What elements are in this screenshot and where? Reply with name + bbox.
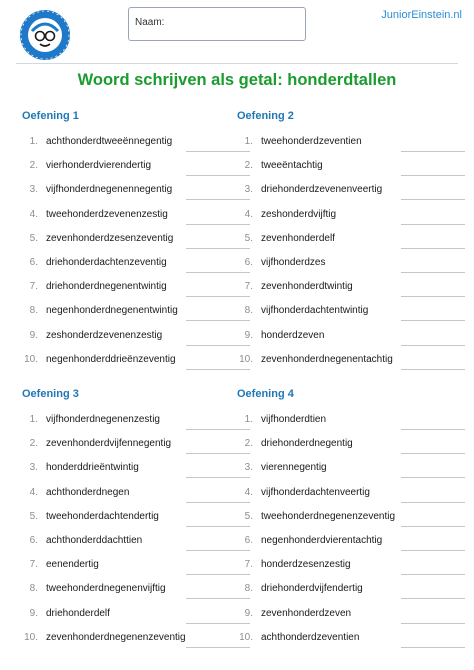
item-number: 10. bbox=[239, 631, 253, 643]
item-number: 7. bbox=[244, 281, 253, 293]
number-word: zevenhonderdzeven bbox=[261, 607, 352, 619]
exercise-item bbox=[237, 579, 442, 603]
number-word: zevenhonderdelf bbox=[261, 232, 335, 244]
brand-link[interactable]: JuniorEinstein.nl bbox=[381, 9, 462, 21]
item-number: 9. bbox=[29, 329, 38, 341]
item-number: 10. bbox=[24, 631, 38, 643]
number-word: vierhonderdvierendertig bbox=[46, 160, 152, 172]
number-word: tweehonderdnegenenzeventig bbox=[261, 510, 395, 522]
exercise-item bbox=[237, 326, 442, 350]
number-word: negenhonderddrieënzeventig bbox=[46, 353, 176, 365]
answer-line[interactable] bbox=[401, 477, 465, 478]
number-word: vijfhonderdachtentwintig bbox=[261, 305, 369, 317]
item-number: 2. bbox=[244, 438, 253, 450]
item-number: 5. bbox=[244, 510, 253, 522]
number-word: tweehonderdzeventien bbox=[261, 136, 362, 147]
item-number: 4. bbox=[244, 208, 253, 220]
exercise-item bbox=[237, 555, 442, 579]
exercise-item bbox=[237, 458, 442, 482]
item-number: 6. bbox=[29, 257, 38, 268]
number-word: honderdzesenzestig bbox=[261, 559, 351, 571]
number-word: vijfhonderdachtenveertig bbox=[261, 486, 370, 498]
number-word: achthonderdzeventien bbox=[261, 631, 360, 643]
exercise-item bbox=[237, 628, 442, 652]
answer-line[interactable] bbox=[401, 574, 465, 575]
number-word: zevenhonderdnegenentachtig bbox=[261, 353, 393, 365]
header-divider bbox=[16, 63, 458, 64]
item-number: 3. bbox=[244, 462, 253, 474]
number-word: driehonderdelf bbox=[46, 607, 110, 619]
number-word: zevenhonderdvijfennegentig bbox=[46, 438, 172, 450]
exercise-item bbox=[22, 531, 227, 555]
item-number: 2. bbox=[244, 160, 253, 172]
exercise-item bbox=[22, 132, 227, 156]
answer-line[interactable] bbox=[401, 550, 465, 551]
exercise-item bbox=[237, 277, 442, 301]
exercise-item bbox=[237, 156, 442, 180]
exercise-item bbox=[22, 277, 227, 301]
exercise-title: Oefening 4 bbox=[237, 388, 294, 400]
number-word: vierennegentig bbox=[261, 462, 327, 474]
exercise-item bbox=[22, 326, 227, 350]
answer-line[interactable] bbox=[401, 647, 465, 648]
exercise-item bbox=[22, 301, 227, 325]
exercise-item bbox=[237, 205, 442, 229]
item-number: 10. bbox=[24, 353, 38, 365]
item-number: 7. bbox=[29, 559, 38, 571]
item-number: 2. bbox=[29, 160, 38, 172]
number-word: driehonderdvijfendertig bbox=[261, 583, 363, 595]
number-word: tweehonderdzevenenzestig bbox=[46, 208, 168, 220]
item-number: 4. bbox=[244, 486, 253, 498]
item-number: 6. bbox=[244, 257, 253, 268]
number-word: negenhonderdvierentachtig bbox=[261, 535, 383, 546]
exercise-title: Oefening 2 bbox=[237, 110, 294, 122]
exercise-item bbox=[237, 434, 442, 458]
item-number: 2. bbox=[29, 438, 38, 450]
number-word: achthonderdtweeënnegentig bbox=[46, 136, 173, 147]
exercise-item bbox=[237, 301, 442, 325]
number-word: honderddrieëntwintig bbox=[46, 462, 139, 474]
exercise-block bbox=[22, 110, 227, 374]
answer-line[interactable] bbox=[401, 623, 465, 624]
exercise-item bbox=[237, 483, 442, 507]
number-word: vijfhonderdtien bbox=[261, 414, 327, 425]
answer-line[interactable] bbox=[401, 453, 465, 454]
answer-line[interactable] bbox=[401, 369, 465, 370]
item-number: 4. bbox=[29, 486, 38, 498]
exercise-item bbox=[237, 253, 442, 277]
exercise-item bbox=[22, 483, 227, 507]
exercise-block bbox=[237, 110, 442, 374]
number-word: tweehonderdachtendertig bbox=[46, 510, 159, 522]
number-word: driehonderdzevenenveertig bbox=[261, 184, 383, 196]
answer-line[interactable] bbox=[401, 345, 465, 346]
exercise-item bbox=[22, 205, 227, 229]
exercise-item bbox=[22, 434, 227, 458]
exercise-item bbox=[22, 579, 227, 603]
exercise-block bbox=[237, 388, 442, 652]
exercise-item bbox=[22, 458, 227, 482]
answer-line[interactable] bbox=[401, 175, 465, 176]
item-number: 8. bbox=[29, 305, 38, 317]
item-number: 6. bbox=[29, 535, 38, 546]
number-word: driehonderdnegentig bbox=[261, 438, 353, 450]
exercise-item bbox=[237, 604, 442, 628]
item-number: 3. bbox=[29, 462, 38, 474]
exercise-title: Oefening 3 bbox=[22, 388, 79, 400]
exercise-item bbox=[22, 253, 227, 277]
number-word: vijfhonderdzes bbox=[261, 257, 326, 268]
exercise-item bbox=[22, 229, 227, 253]
item-number: 1. bbox=[244, 136, 253, 147]
item-number: 7. bbox=[29, 281, 38, 293]
item-number: 3. bbox=[244, 184, 253, 196]
answer-line[interactable] bbox=[401, 502, 465, 503]
exercise-item bbox=[22, 156, 227, 180]
number-word: zevenhonderdzesenzeventig bbox=[46, 232, 174, 244]
number-word: zevenhonderdtwintig bbox=[261, 281, 353, 293]
answer-line[interactable] bbox=[401, 320, 465, 321]
answer-line[interactable] bbox=[401, 151, 465, 152]
item-number: 9. bbox=[244, 329, 253, 341]
number-word: tweeëntachtig bbox=[261, 160, 323, 172]
item-number: 6. bbox=[244, 535, 253, 546]
number-word: zevenhonderdnegenenzeventig bbox=[46, 631, 186, 643]
answer-line[interactable] bbox=[401, 429, 465, 430]
answer-line[interactable] bbox=[401, 248, 465, 249]
exercise-item bbox=[22, 507, 227, 531]
item-number: 1. bbox=[29, 414, 38, 425]
item-number: 7. bbox=[244, 559, 253, 571]
item-number: 5. bbox=[29, 232, 38, 244]
exercise-item bbox=[22, 604, 227, 628]
exercise-item bbox=[237, 507, 442, 531]
exercise-item bbox=[22, 628, 227, 652]
number-word: achthonderddachttien bbox=[46, 535, 143, 546]
item-number: 4. bbox=[29, 208, 38, 220]
number-word: zeshonderdzevenenzestig bbox=[46, 329, 163, 341]
answer-line[interactable] bbox=[401, 224, 465, 225]
name-field[interactable] bbox=[128, 7, 306, 41]
item-number: 8. bbox=[244, 305, 253, 317]
number-word: driehonderdachtenzeventig bbox=[46, 257, 167, 268]
exercise-item bbox=[237, 180, 442, 204]
number-word: vijfhonderdnegenennegentig bbox=[46, 184, 173, 196]
exercise-item bbox=[237, 531, 442, 555]
exercise-item bbox=[237, 132, 442, 156]
number-word: honderdzeven bbox=[261, 329, 325, 341]
exercise-item bbox=[22, 555, 227, 579]
junior-einstein-logo bbox=[19, 9, 71, 61]
item-number: 1. bbox=[29, 136, 38, 147]
exercise-item bbox=[237, 229, 442, 253]
number-word: negenhonderdnegenentwintig bbox=[46, 305, 178, 317]
item-number: 10. bbox=[239, 353, 253, 365]
exercise-item bbox=[22, 180, 227, 204]
number-word: zeshonderdvijftig bbox=[261, 208, 337, 220]
answer-line[interactable] bbox=[401, 598, 465, 599]
exercise-item bbox=[237, 350, 442, 374]
answer-line[interactable] bbox=[401, 199, 465, 200]
item-number: 8. bbox=[29, 583, 38, 595]
answer-line[interactable] bbox=[401, 272, 465, 273]
answer-line[interactable] bbox=[401, 526, 465, 527]
item-number: 8. bbox=[244, 583, 253, 595]
item-number: 9. bbox=[29, 607, 38, 619]
exercise-item bbox=[22, 350, 227, 374]
name-label: Naam: bbox=[135, 17, 165, 28]
item-number: 5. bbox=[29, 510, 38, 522]
number-word: vijfhonderdnegenenzestig bbox=[46, 414, 160, 425]
number-word: eenendertig bbox=[46, 559, 99, 571]
item-number: 1. bbox=[244, 414, 253, 425]
item-number: 9. bbox=[244, 607, 253, 619]
item-number: 5. bbox=[244, 232, 253, 244]
exercise-title: Oefening 1 bbox=[22, 110, 79, 122]
answer-line[interactable] bbox=[401, 296, 465, 297]
number-word: tweehonderdnegenenvijftig bbox=[46, 583, 166, 595]
item-number: 3. bbox=[29, 184, 38, 196]
page-title: Woord schrijven als getal: honderdtallen bbox=[77, 71, 397, 89]
exercise-item bbox=[237, 410, 442, 434]
number-word: driehonderdnegenentwintig bbox=[46, 281, 167, 293]
exercise-item bbox=[22, 410, 227, 434]
exercise-block bbox=[22, 388, 227, 652]
number-word: achthonderdnegen bbox=[46, 486, 130, 498]
